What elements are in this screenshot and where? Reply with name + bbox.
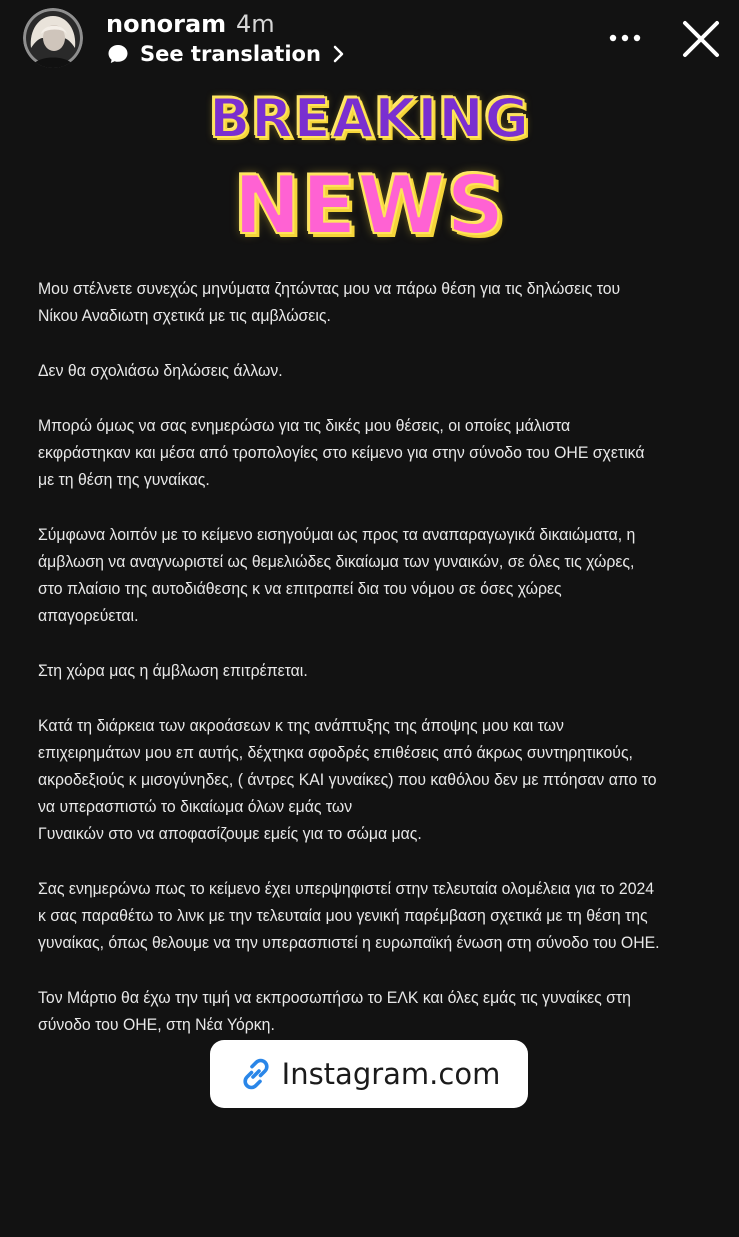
avatar[interactable]: [23, 8, 83, 68]
paragraph: Δεν θα σχολιάσω δηλώσεις άλλων.: [38, 361, 283, 380]
chevron-right-icon: [331, 45, 345, 63]
paragraph: Μου στέλνετε συνεχώς μηνύματα ζητώντας μου να πάρω θέση για τις δηλώσεις του Νίκου Αναδιωτη σχετικά με τις αμβλώσεις.: [38, 279, 621, 325]
paragraph: Στη χώρα μας η άμβλωση επιτρέπεται.: [38, 661, 308, 680]
avatar-image: [23, 8, 83, 68]
see-translation-label: See translation: [140, 42, 321, 66]
paragraph: Σύμφωνα λοιπόν με το κείμενο εισηγούμαι ως προς τα αναπαραγωγικά δικαιώματα, η άμβλωση να αναγνωριστεί ως θεμελιώδες δικαίωμα των γυναικών, σε όλες τις χώρες, στο πλαίσιο της αυτοδιάθεσης κ να επιτραπεί δια του νόμου σε όσες χώρες απαγορεύεται.: [38, 525, 636, 625]
close-icon: [678, 16, 724, 62]
more-dots-icon: [604, 24, 646, 52]
link-sticker[interactable]: [210, 1040, 528, 1108]
see-translation-button[interactable]: [106, 40, 345, 68]
paragraph: Τον Μάρτιο θα έχω την τιμή να εκπροσωπήσω το ΕΛΚ και όλες εμάς τις γυναίκες στη σύνοδο του ΟΗΕ, στη Νέα Υόρκη.: [38, 988, 631, 1034]
paragraph: Μπορώ όμως να σας ενημερώσω για τις δικές μου θέσεις, οι οποίες μάλιστα εκφράστηκαν και μέσα από τροπολογίες στο κείμενο για στην σύνοδο του ΟΗΕ σχετικά με τη θέση της γυναίκας.: [38, 416, 645, 489]
speech-bubble-icon: [106, 42, 130, 66]
paragraph: Σας ενημερώνω πως το κείμενο έχει υπερψηφιστεί στην τελευταία ολομέλεια για το 2024 κ σας παραθέτω το λινκ με την τελευταία μου γενική παρέμβαση σχετικά με τη θέση της γυναίκας, όπως θελουμε να την υπερασπιστεί η ευρωπαϊκή ένωση στη σύνοδο του ΟΗΕ.: [38, 879, 660, 952]
link-sticker-label: Instagram.com: [281, 1057, 501, 1091]
headline-news: NEWS: [233, 159, 506, 252]
close-button[interactable]: [678, 16, 724, 62]
story-body-text: [38, 275, 663, 1066]
post-timestamp: 4m: [236, 10, 275, 38]
link-icon: [238, 1056, 274, 1092]
more-options-button[interactable]: [604, 24, 646, 52]
headline-breaking: BREAKING: [209, 87, 530, 150]
username[interactable]: nonoram: [106, 10, 227, 38]
paragraph: Κατά τη διάρκεια των ακροάσεων κ της ανάπτυξης της άποψης μου και των επιχειρημάτων μου επ αυτής, δέχτηκα σφοδρές επιθέσεις από άκρως συντηρητικούς, ακροδεξιούς κ μισογύνηδες, ( άντρες ΚΑΙ γυναίκες) που καθόλου δεν με πτόησαν απο το να υπερασπιστώ το δικαίωμα όλων εμάς των Γυναικών στο να αποφασίζουμε εμείς για το σώμα μας.: [38, 716, 657, 843]
